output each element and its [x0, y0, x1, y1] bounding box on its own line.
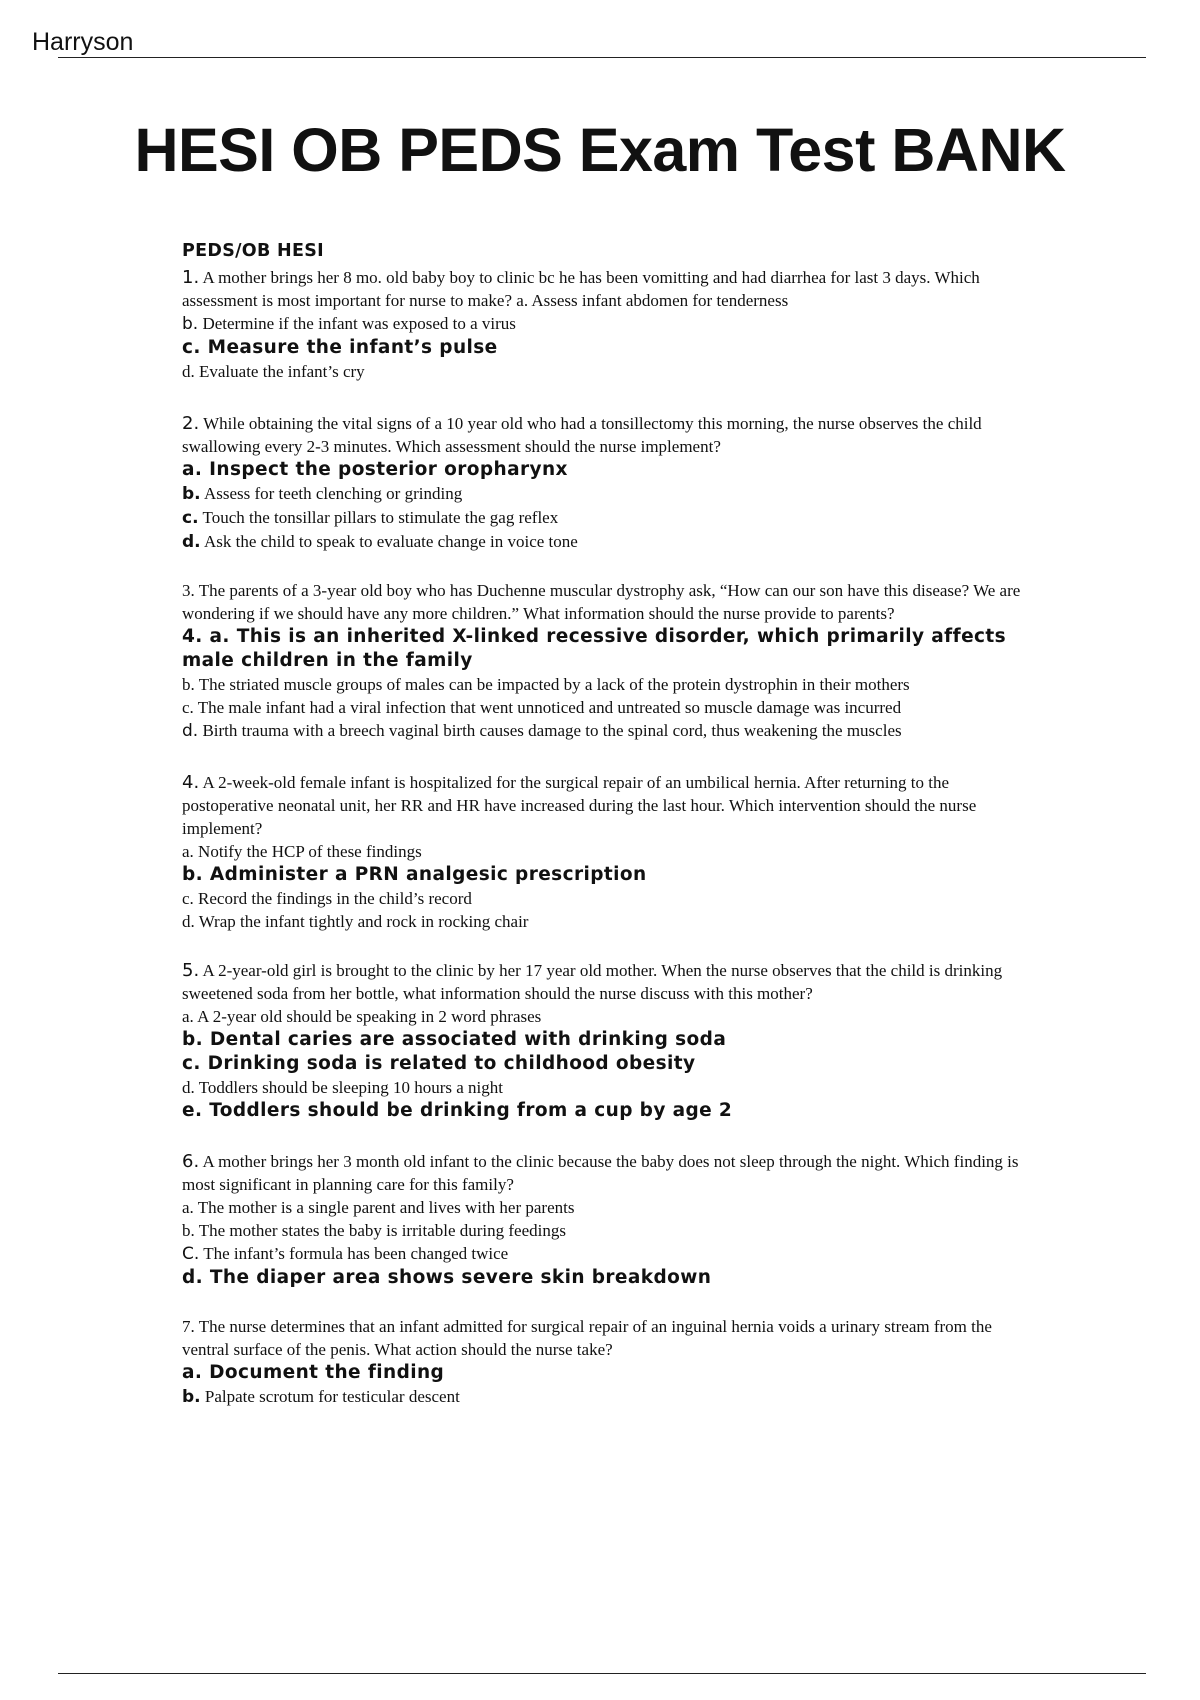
question-number: 2.: [182, 413, 200, 434]
answer-option: [182, 1242, 1032, 1266]
option-letter: b.: [182, 484, 201, 504]
correct-answer: a. Inspect the posterior oropharynx: [182, 459, 568, 480]
answer-option: d. Evaluate the infant’s cry: [182, 362, 365, 381]
question-stem: [182, 959, 1032, 1005]
question-4: [182, 771, 1032, 933]
answer-option: [182, 506, 1032, 530]
answer-option: [182, 530, 1032, 554]
question-text: A 2-year-old girl is brought to the clinic by her 17 year old mother. When the nurse observes that the child is drinking sweetened soda from her bottle, what information should the nurse discuss with this mother?: [182, 961, 1003, 1003]
answer-option: b. The striated muscle groups of males can be impacted by a lack of the protein dystrophin in their mothers: [182, 675, 910, 694]
correct-answer: c. Drinking soda is related to childhood obesity: [182, 1053, 696, 1074]
question-2: [182, 412, 1032, 554]
answer-option: [182, 719, 1032, 743]
question-text: A mother brings her 8 mo. old baby boy to clinic bc he has been vomitting and had diarrhea for last 3 days. Which assessment is most important for nurse to make? a. Assess infant abdomen for tenderness: [182, 268, 980, 310]
question-6: [182, 1150, 1032, 1290]
question-stem: [182, 266, 1032, 312]
correct-answer: b. Dental caries are associated with drinking soda: [182, 1029, 727, 1050]
correct-answer: a. Document the finding: [182, 1362, 445, 1383]
correct-answer: b. Administer a PRN analgesic prescription: [182, 864, 647, 885]
answer-option: a. The mother is a single parent and lives with her parents: [182, 1198, 575, 1217]
question-number: 4.: [182, 772, 200, 793]
answer-option: b. The mother states the baby is irritable during feedings: [182, 1221, 566, 1240]
option-text: Determine if the infant was exposed to a virus: [202, 314, 516, 333]
question-7: [182, 1315, 1032, 1409]
header-author: Harryson: [32, 28, 134, 56]
correct-answer: d. The diaper area shows severe skin breakdown: [182, 1267, 712, 1288]
question-stem: [182, 1150, 1032, 1196]
question-text: While obtaining the vital signs of a 10 year old who had a tonsillectomy this morning, the nurse observes the child swallowing every 2-3 minutes. Which assessment should the nurse implement?: [182, 414, 982, 456]
option-text: Touch the tonsillar pillars to stimulate the gag reflex: [202, 508, 559, 527]
question-stem: [182, 771, 1032, 840]
question-number: 6.: [182, 1151, 200, 1172]
option-text: Birth trauma with a breech vaginal birth causes damage to the spinal cord, thus weakening the muscles: [202, 721, 902, 740]
option-letter: C.: [182, 1244, 200, 1264]
question-stem: [182, 412, 1032, 458]
answer-option: [182, 482, 1032, 506]
answer-option: [182, 312, 1032, 336]
question-text: A mother brings her 3 month old infant to the clinic because the baby does not sleep through the night. Which finding is most significant in planning care for this family?: [182, 1152, 1019, 1194]
answer-option: a. A 2-year old should be speaking in 2 word phrases: [182, 1007, 542, 1026]
option-text: Assess for teeth clenching or grinding: [203, 484, 463, 503]
document-title: HESI OB PEDS Exam Test BANK: [134, 116, 1066, 184]
option-text: Palpate scrotum for testicular descent: [204, 1387, 460, 1406]
option-letter: b.: [182, 314, 199, 334]
option-letter: d.: [182, 532, 201, 552]
question-text: A 2-week-old female infant is hospitalized for the surgical repair of an umbilical hernia. After returning to the postoperative neonatal unit, her RR and HR have increased during the last hour. Which intervention should the nurse implement?: [182, 773, 977, 838]
option-letter: c.: [182, 508, 199, 528]
question-number: 1.: [182, 267, 200, 288]
correct-answer: c. Measure the infant’s pulse: [182, 337, 498, 358]
option-letter: b.: [182, 1387, 201, 1407]
question-5: [182, 959, 1032, 1123]
answer-option: d. Wrap the infant tightly and rock in rocking chair: [182, 912, 529, 931]
option-letter: d.: [182, 721, 199, 741]
answer-option: c. The male infant had a viral infection that went unnoticed and untreated so muscle damage was incurred: [182, 698, 902, 717]
answer-option: a. Notify the HCP of these findings: [182, 842, 422, 861]
correct-answer: e. Toddlers should be drinking from a cup by age 2: [182, 1100, 733, 1121]
answer-option: c. Record the findings in the child’s record: [182, 889, 472, 908]
question-number: 5.: [182, 960, 200, 981]
question-1: [182, 266, 1032, 383]
section-heading: PEDS/OB HESI: [182, 241, 324, 261]
question-stem: 7. The nurse determines that an infant admitted for surgical repair of an inguinal hernia voids a urinary stream from the ventral surface of the penis. What action should the nurse take?: [182, 1317, 992, 1359]
document-body: [182, 241, 1032, 1409]
correct-answer: 4. a. This is an inherited X-linked recessive disorder, which primarily affects male children in the family: [182, 626, 1007, 671]
question-3: [182, 579, 1032, 743]
question-stem: 3. The parents of a 3-year old boy who has Duchenne muscular dystrophy ask, “How can our son have this disease? We are wondering if we should have any more children.” What information should the nurse provide to parents?: [182, 581, 1021, 623]
answer-option: d. Toddlers should be sleeping 10 hours a night: [182, 1078, 503, 1097]
option-text: Ask the child to speak to evaluate change in voice tone: [203, 532, 578, 551]
header-divider: [58, 57, 1146, 58]
option-text: The infant’s formula has been changed twice: [203, 1244, 509, 1263]
footer-divider: [58, 1673, 1146, 1674]
answer-option: [182, 1385, 1032, 1409]
